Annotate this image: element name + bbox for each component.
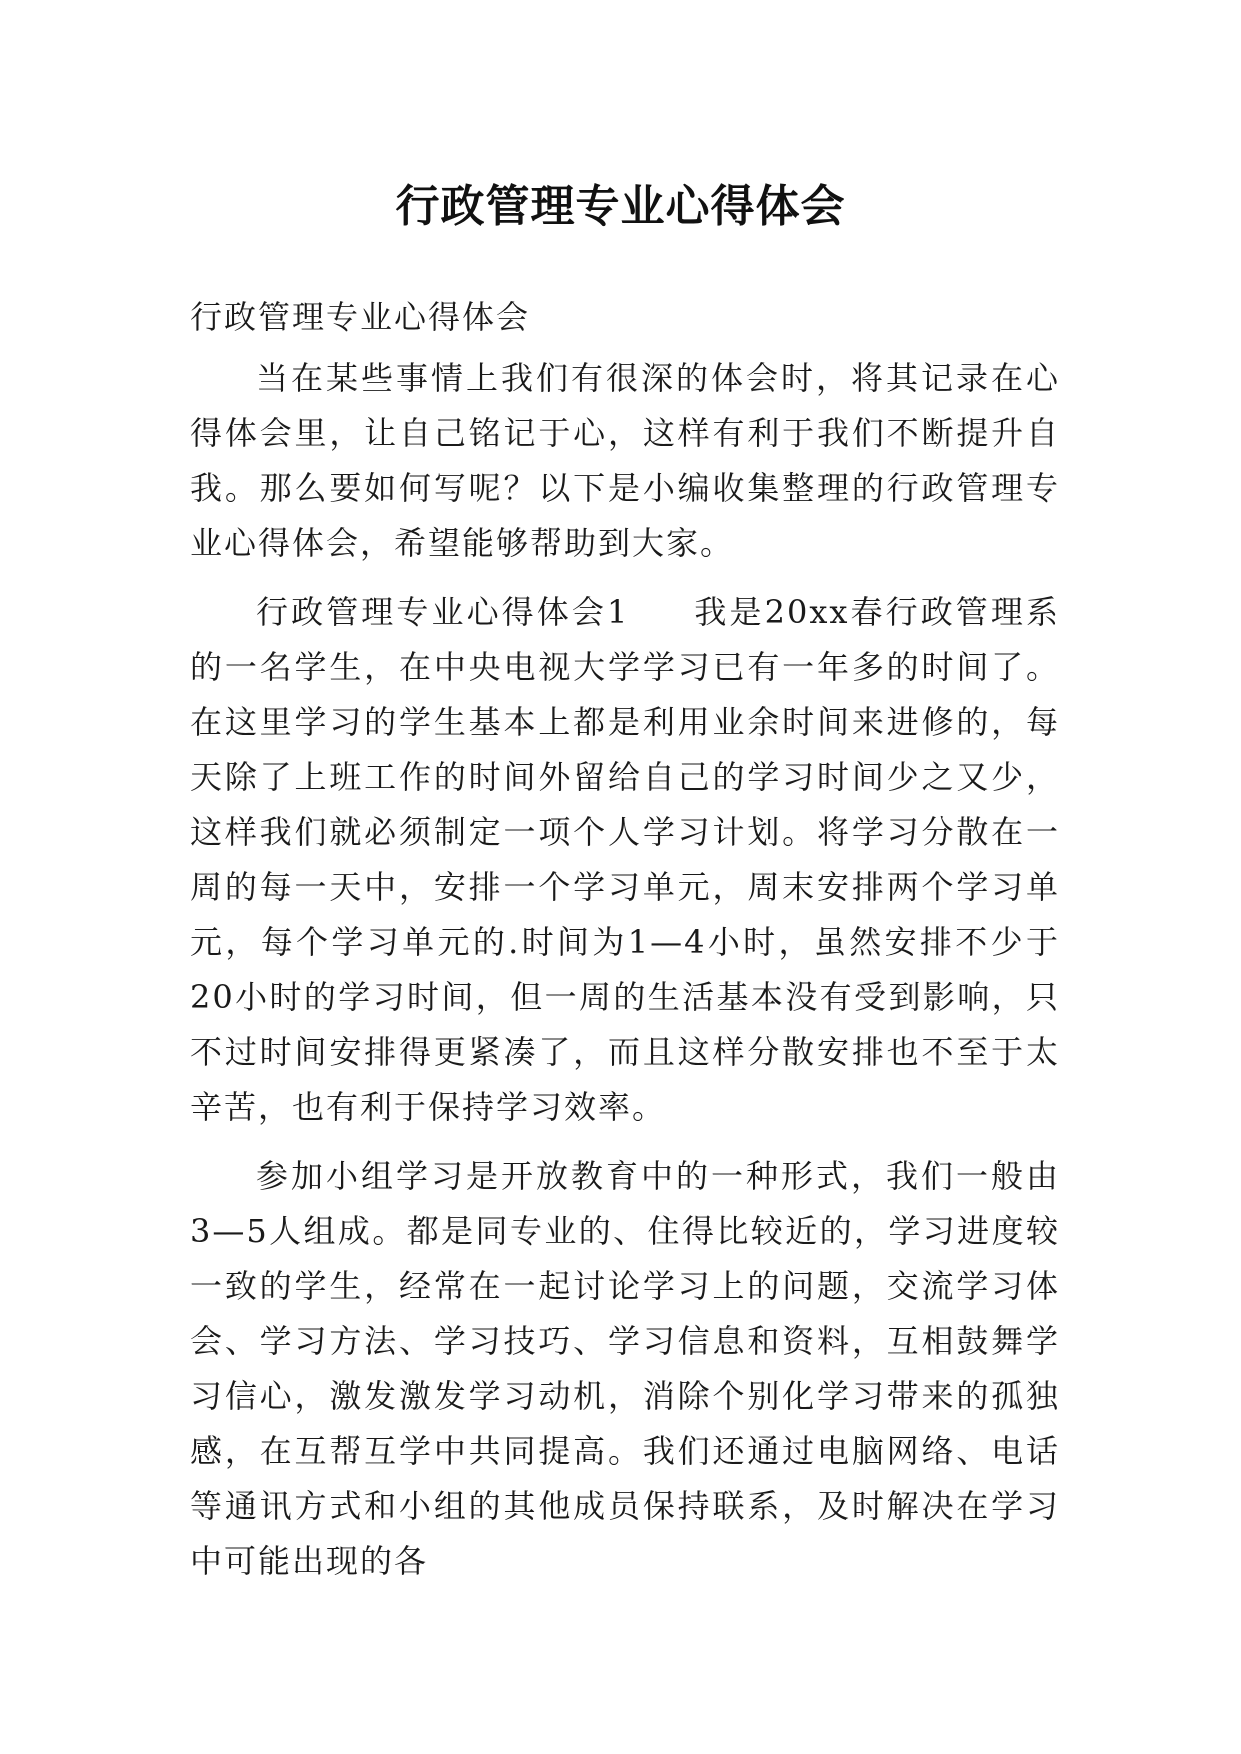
paragraph-3: 参加小组学习是开放教育中的一种形式，我们一般由3—5人组成。都是同专业的、住得比较近的，学习进度较一致的学生，经常在一起讨论学习上的问题，交流学习体会、学习方法、学习技巧、学习信息和资料，互相鼓舞学习信心，激发激发学习动机，消除个别化学习带来的孤独感，在互帮互学中共同提高。我们还通过电脑网络、电话等通讯方式和小组的其他成员保持联系，及时解决在学习中可能出现的各 [190,1157,1060,1580]
section-1-body: 我是20xx春行政管理系的一名学生，在中央电视大学学习已有一年多的时间了。在这里学习的学生基本上都是利用业余时间来进修的，每天除了上班工作的时间外留给自己的学习时间少之又少，这样我们就必须制定一项个人学习计划。将学习分散在一周的每一天中，安排一个学习单元，周末安排两个学习单元，每个学习单元的.时间为1—4小时，虽然安排不少于20小时的学习时间，但一周的生活基本没有受到影响，只不过时间安排得更紧凑了，而且这样分散安排也不至于太辛苦，也有利于保持学习效率。 [190,593,1060,1126]
intro-paragraph: 当在某些事情上我们有很深的体会时，将其记录在心得体会里，让自己铭记于心，这样有利于我们不断提升自我。那么要如何写呢？以下是小编收集整理的行政管理专业心得体会，希望能够帮助到大家。 [190,359,1060,562]
document-subtitle: 行政管理专业心得体会 [190,298,531,336]
document-title: 行政管理专业心得体会 [395,181,846,233]
section-1-heading: 行政管理专业心得体会1 [256,593,630,631]
section-1-paragraph [190,585,1060,1135]
document-body [190,290,1060,1589]
